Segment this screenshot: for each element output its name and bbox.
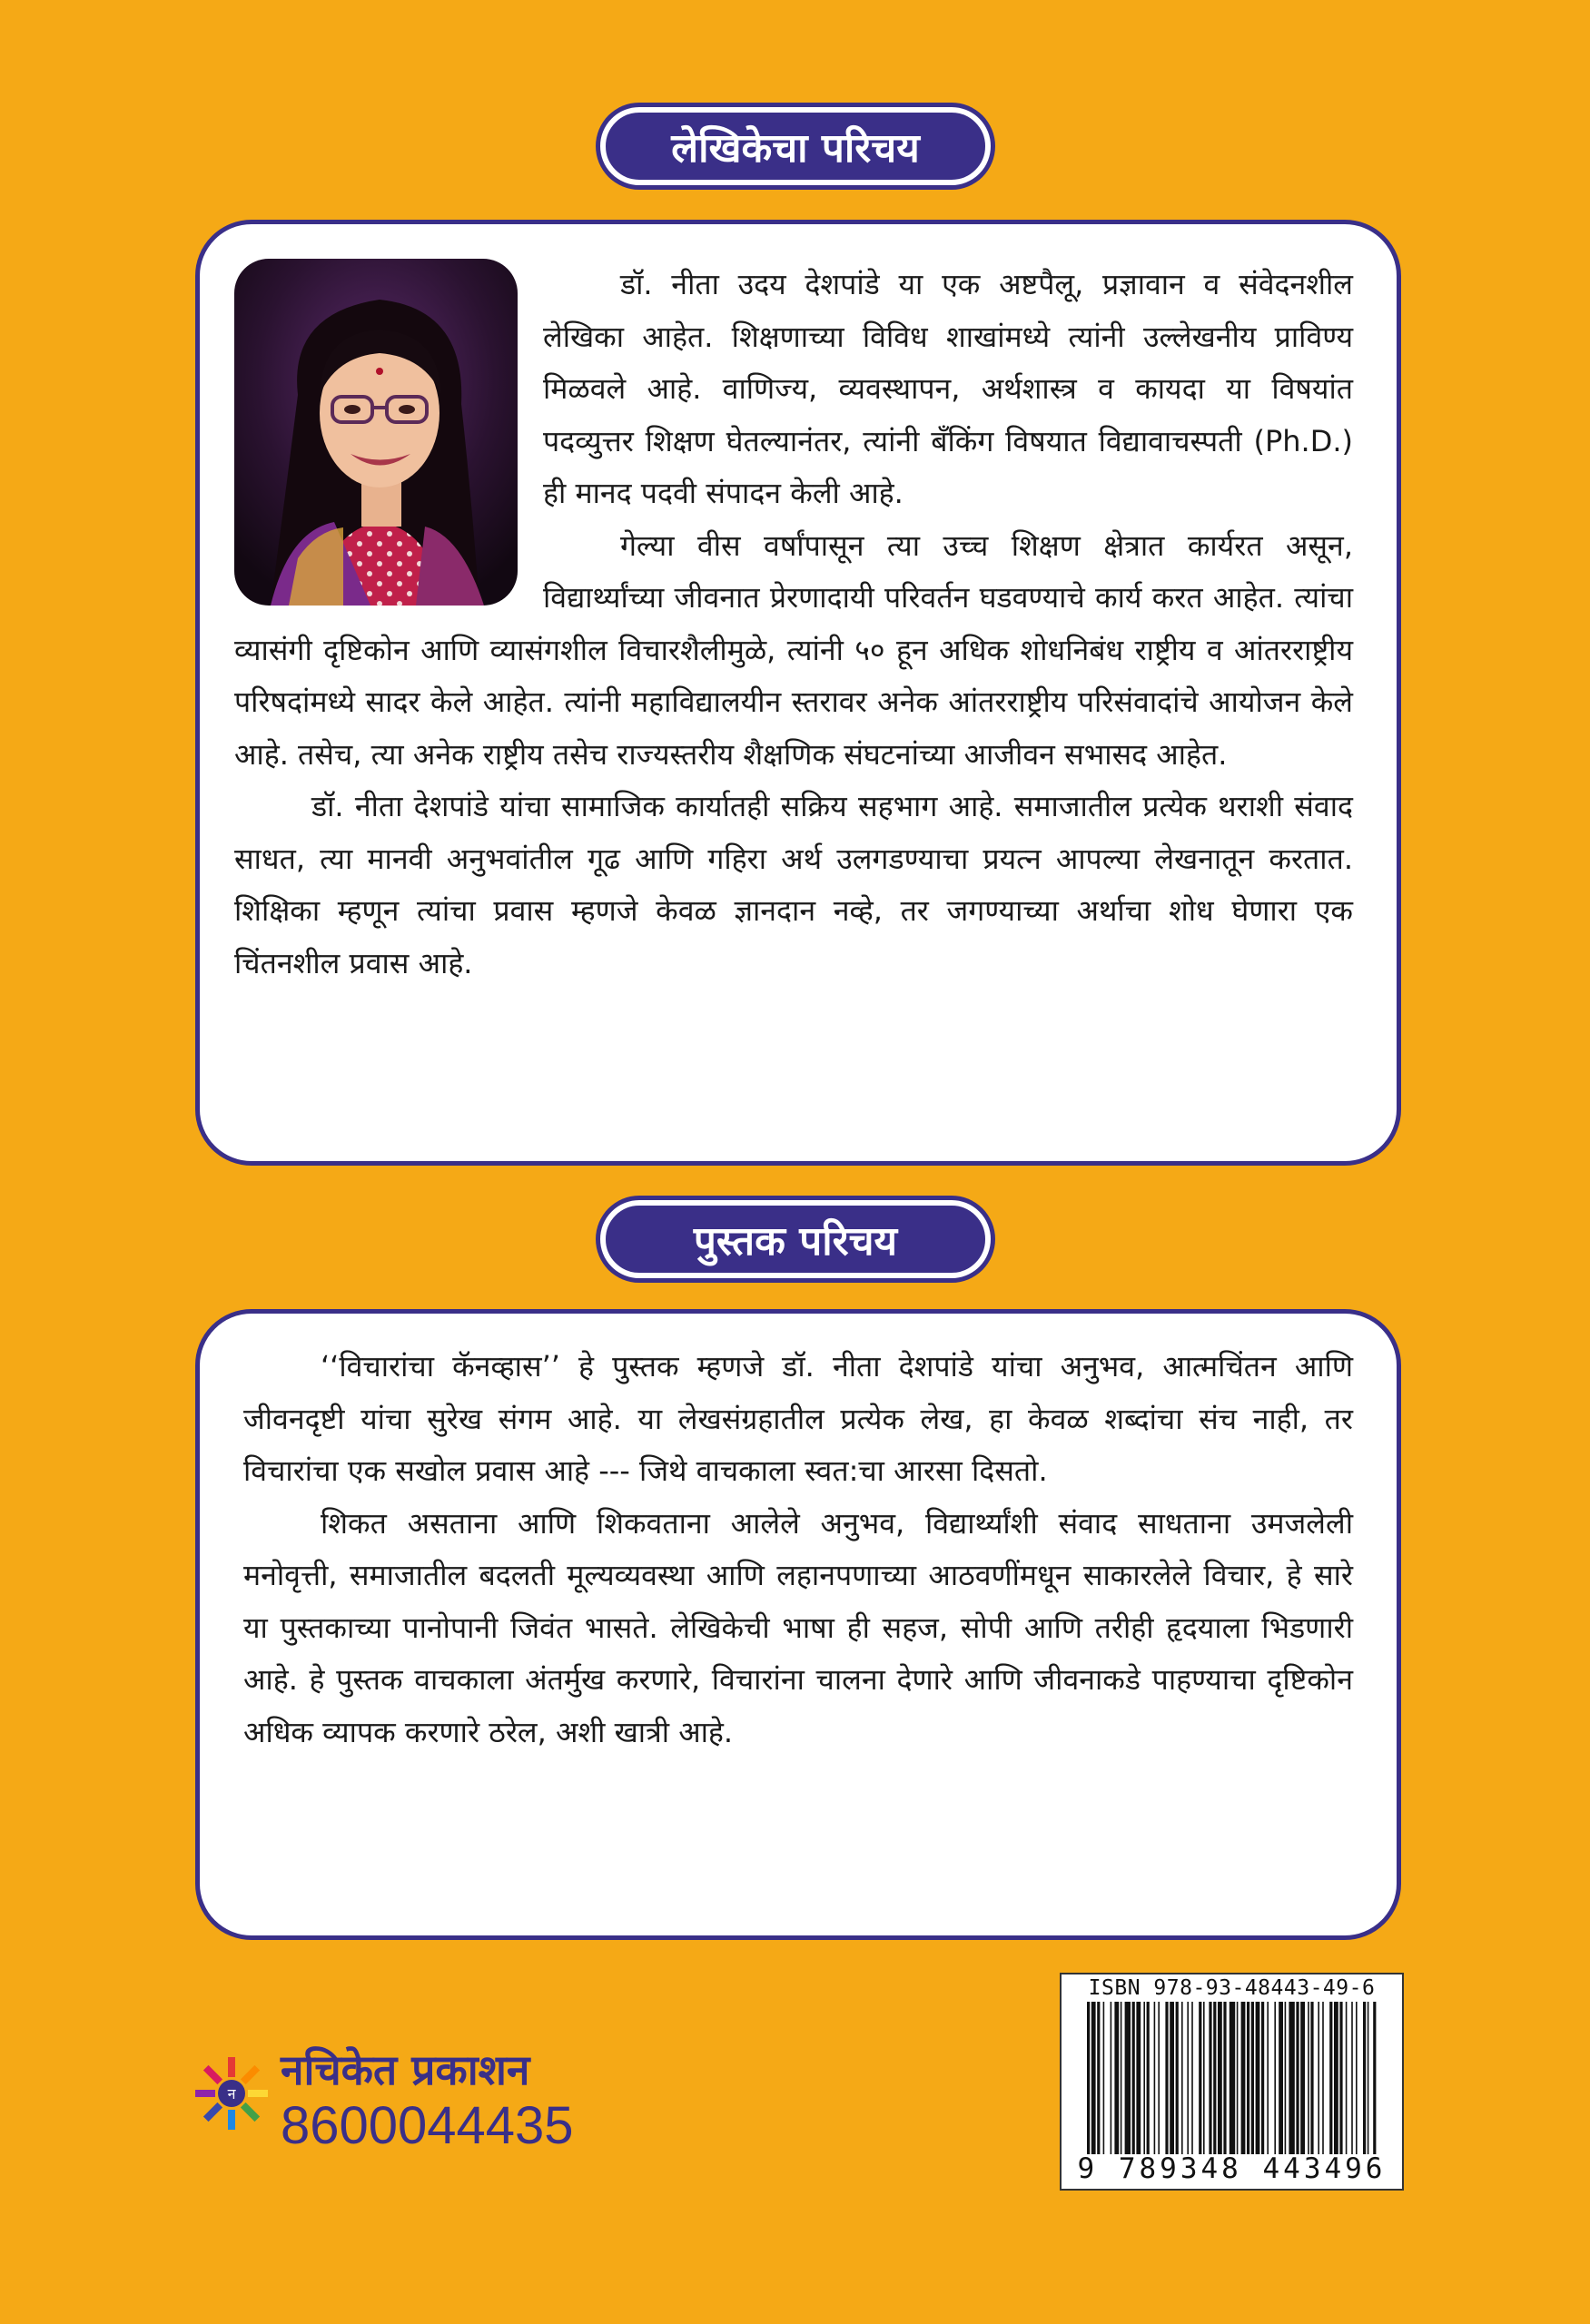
barcode-bar <box>1114 2002 1119 2154</box>
book-intro-heading-text: पुस्तक परिचय <box>693 1218 898 1265</box>
barcode-bar <box>1111 2002 1112 2154</box>
publisher-logo-icon <box>193 2055 270 2132</box>
barcode-bar <box>1329 2002 1332 2154</box>
barcode-bar <box>1147 2002 1150 2154</box>
barcode-bar <box>1322 2002 1324 2154</box>
barcode-bar <box>1241 2002 1246 2154</box>
barcode-bar <box>1230 2002 1235 2154</box>
author-paragraph: डॉ. नीता उदय देशपांडे या एक अष्टपैलू, प्रज्ञावान व संवेदनशील लेखिका आहेत. शिक्षणाच्या विविध शाखांमध्ये त्यांनी उल्लेखनीय प्राविण्य मिळवले आहे. वाणिज्य, व्यवस्थापन, अर्थशास्त्र व कायदा या विषयांत पदव्युत्तर शिक्षण घेतल्यानंतर, त्यांनी बँकिंग विषयात विद्यावाचस्पती (Ph.D.) ही मानद पदवी संपादन केली आहे. <box>543 267 1353 510</box>
barcode-bar <box>1334 2002 1338 2154</box>
barcode-bar <box>1125 2002 1131 2154</box>
barcode-bar <box>1261 2002 1264 2154</box>
barcode-bar <box>1121 2002 1122 2154</box>
author-paragraph: डॉ. नीता देशपांडे यांचा सामाजिक कार्यातही सक्रिय सहभाग आहे. समाजातील प्रत्येक थराशी संवाद साधत, त्या मानवी अनुभवांतील गूढ आणि गहिरा अर्थ उलगडण्याचा प्रयत्न आपल्या लेखनातून करतात. शिक्षिका म्हणून त्यांचा प्रवास म्हणजे केवळ ज्ञानदान नव्हे, तर जगण्याच्या अर्थाचा शोध घेणारा एक चिंतनशील प्रवास आहे. <box>234 789 1353 980</box>
barcode-bar <box>1256 2002 1260 2154</box>
barcode-bar <box>1368 2002 1369 2154</box>
barcode-bar <box>1191 2002 1193 2154</box>
barcode-bar <box>1237 2002 1239 2154</box>
barcode-bar <box>1154 2002 1156 2154</box>
barcode-bar <box>1213 2002 1216 2154</box>
barcode-bar <box>1143 2002 1145 2154</box>
barcode-bar <box>1267 2002 1269 2154</box>
barcode-bar <box>1373 2002 1376 2154</box>
barcode-bar <box>1308 2002 1309 2154</box>
barcode-bar <box>1218 2002 1222 2154</box>
barcode-bar <box>1356 2002 1358 2154</box>
author-intro-panel <box>195 220 1401 1166</box>
book-paragraph: ‘‘विचारांचा कॅनव्हास’’ हे पुस्तक म्हणजे डॉ. नीता देशपांडे यांचा अनुभव, आत्मचिंतन आणि जीवनदृष्टी यांचा सुरेख संगम आहे. या लेखसंग्रहातील प्रत्येक लेख, हा केवळ शब्दांचा संच नाही, तर विचारांचा एक सखोल प्रवास आहे --- जिथे वाचकाला स्वत:चा आरसा दिसतो. <box>243 1349 1353 1488</box>
barcode-bar <box>1203 2002 1205 2154</box>
barcode-bar <box>1097 2002 1100 2154</box>
barcode-bar <box>1158 2002 1160 2154</box>
author-intro-heading-text: लेखिकेचा परिचय <box>671 125 920 172</box>
barcode-bar <box>1318 2002 1319 2154</box>
publisher-name: नचिकेत प्रकाशन <box>281 2045 530 2094</box>
barcode-bar <box>1176 2002 1179 2154</box>
isbn-barcode <box>1060 1973 1404 2191</box>
barcode-bar <box>1274 2002 1276 2154</box>
author-photo <box>234 259 518 606</box>
author-intro-heading <box>600 107 991 185</box>
barcode-bar <box>1285 2002 1287 2154</box>
barcode-bar <box>1132 2002 1135 2154</box>
barcode-bar <box>1223 2002 1226 2154</box>
barcode-bar <box>1296 2002 1299 2154</box>
barcode-bar <box>1363 2002 1366 2154</box>
barcode-bar <box>1136 2002 1141 2154</box>
barcode-bar <box>1339 2002 1342 2154</box>
barcode-bar <box>1170 2002 1174 2154</box>
barcode-bar <box>1181 2002 1183 2154</box>
barcode-bar <box>1251 2002 1254 2154</box>
barcode-bar <box>1289 2002 1294 2154</box>
barcode-bar <box>1279 2002 1283 2154</box>
publisher-logo-letter: न <box>227 2085 236 2102</box>
ean-digits: 9 789348 443496 <box>1077 2152 1387 2185</box>
book-intro-heading <box>600 1200 991 1278</box>
barcode-bar <box>1165 2002 1168 2154</box>
barcode-bar <box>1087 2002 1090 2154</box>
barcode-bar <box>1091 2002 1096 2154</box>
book-paragraph: शिकत असताना आणि शिकवताना आलेले अनुभव, विद्यार्थ्यांशी संवाद साधताना उमजलेली मनोवृत्ती, समाजातील बदलती मूल्यव्यवस्था आणि लहानपणाच्या आठवणींमधून साकारलेले विचार, हे सारे या पुस्तकाच्या पानोपानी जिवंत भासते. लेखिकेची भाषा ही सहज, सोपी आणि तरीही हृदयाला भिडणारी आहे. हे पुस्तक वाचकाला अंतर्मुख करणारे, विचारांना चालना देणारे आणि जीवनाकडे पाहण्याचा दृष्टिकोन अधिक व्यापक करणारे ठरेल, अशी खात्री आहे. <box>243 1505 1353 1749</box>
barcode-bar <box>1351 2002 1353 2154</box>
barcode-bar <box>1300 2002 1305 2154</box>
publisher-phone: 8600044435 <box>281 2096 574 2155</box>
isbn-label: ISBN 978-93-48443-49-6 <box>1088 1976 1376 2000</box>
author-paragraph: गेल्या वीस वर्षांपासून त्या उच्च शिक्षण क्षेत्रात कार्यरत असून, विद्यार्थ्यांच्या जीवनात प्रेरणादायी परिवर्तन घडवण्याचे कार्य करत आहेत. त्यांचा व्यासंगी दृष्टिकोन आणि व्यासंगशील विचारशैलीमुळे, त्यांनी ५० हून अधिक शोधनिबंध राष्ट्रीय व आंतरराष्ट्रीय परिषदांमध्ये सादर केले आहेत. त्यांनी महाविद्यालयीन स्तरावर अनेक आंतरराष्ट्रीय परिसंवादांचे आयोजन केले आहे. तसेच, त्या अनेक राष्ट्रीय तसेच राज्यस्तरीय शैक्षणिक संघटनांच्या आजीवन सभासद आहेत. <box>234 527 1353 772</box>
barcode-bar <box>1209 2002 1211 2154</box>
barcode-bar <box>1310 2002 1313 2154</box>
barcode-bar <box>1103 2002 1105 2154</box>
barcode-bar <box>1346 2002 1348 2154</box>
barcode-bars <box>1062 2002 1402 2156</box>
barcode-bar <box>1247 2002 1249 2154</box>
barcode-bar <box>1187 2002 1189 2154</box>
barcode-bar <box>1199 2002 1201 2154</box>
book-intro-panel <box>195 1309 1401 1940</box>
